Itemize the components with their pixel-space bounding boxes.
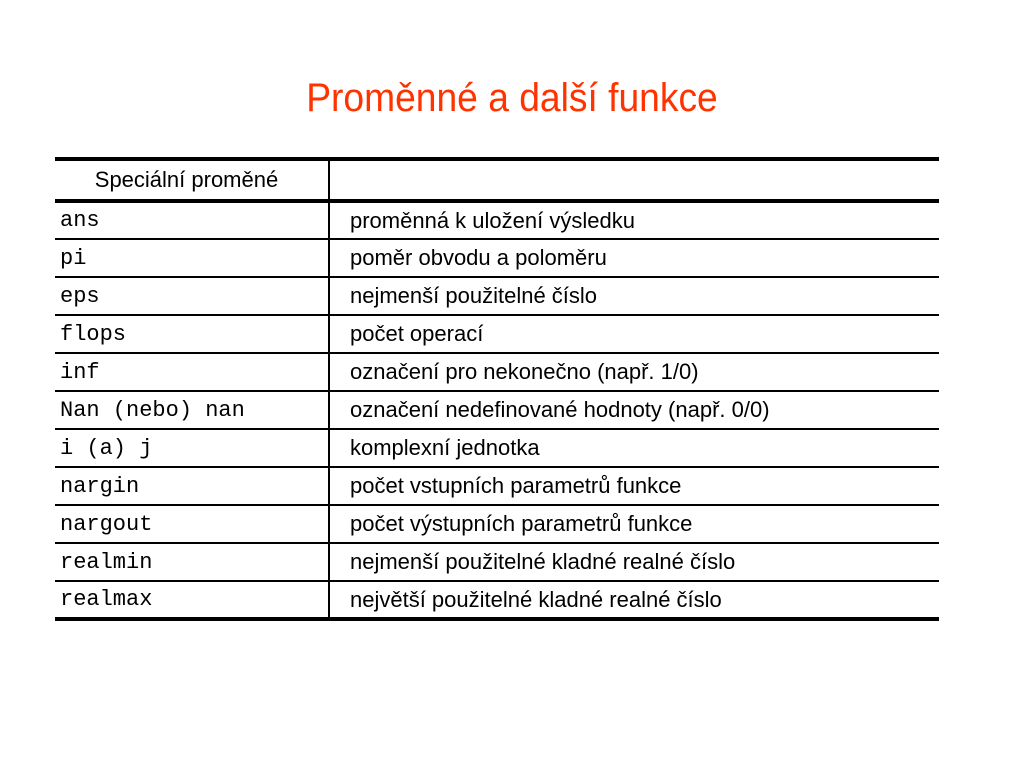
table-header-row [55, 159, 939, 201]
variable-name: realmax [55, 581, 329, 619]
table-body [55, 201, 939, 619]
variable-name: inf [55, 353, 329, 391]
variable-name: i (a) j [55, 429, 329, 467]
variable-description: počet operací [329, 315, 939, 353]
table-row [55, 353, 939, 391]
variable-description: označení pro nekonečno (např. 1/0) [329, 353, 939, 391]
variable-name: Nan (nebo) nan [55, 391, 329, 429]
variable-name: nargout [55, 505, 329, 543]
table-row [55, 543, 939, 581]
table-row [55, 505, 939, 543]
variable-name: ans [55, 201, 329, 239]
variable-name: eps [55, 277, 329, 315]
slide-title: Proměnné a další funkce [306, 76, 718, 120]
variable-description: proměnná k uložení výsledku [329, 201, 939, 239]
special-variables-table [55, 157, 939, 621]
variable-description: počet výstupních parametrů funkce [329, 505, 939, 543]
variable-description: největší použitelné kladné realné číslo [329, 581, 939, 619]
table-header [55, 159, 939, 201]
table-row [55, 391, 939, 429]
header-description [329, 159, 939, 201]
table-row [55, 277, 939, 315]
variable-name: pi [55, 239, 329, 277]
table-row [55, 467, 939, 505]
variable-description: komplexní jednotka [329, 429, 939, 467]
table-row [55, 201, 939, 239]
table-row [55, 581, 939, 619]
variable-description: nejmenší použitelné číslo [329, 277, 939, 315]
variable-name: nargin [55, 467, 329, 505]
variable-description: označení nedefinované hodnoty (např. 0/0) [329, 391, 939, 429]
variable-name: realmin [55, 543, 329, 581]
table-row [55, 429, 939, 467]
variable-description: počet vstupních parametrů funkce [329, 467, 939, 505]
variable-name: flops [55, 315, 329, 353]
table-row [55, 239, 939, 277]
table-row [55, 315, 939, 353]
variable-description: nejmenší použitelné kladné realné číslo [329, 543, 939, 581]
header-special-variables: Speciální proměné [55, 159, 329, 201]
variable-description: poměr obvodu a poloměru [329, 239, 939, 277]
